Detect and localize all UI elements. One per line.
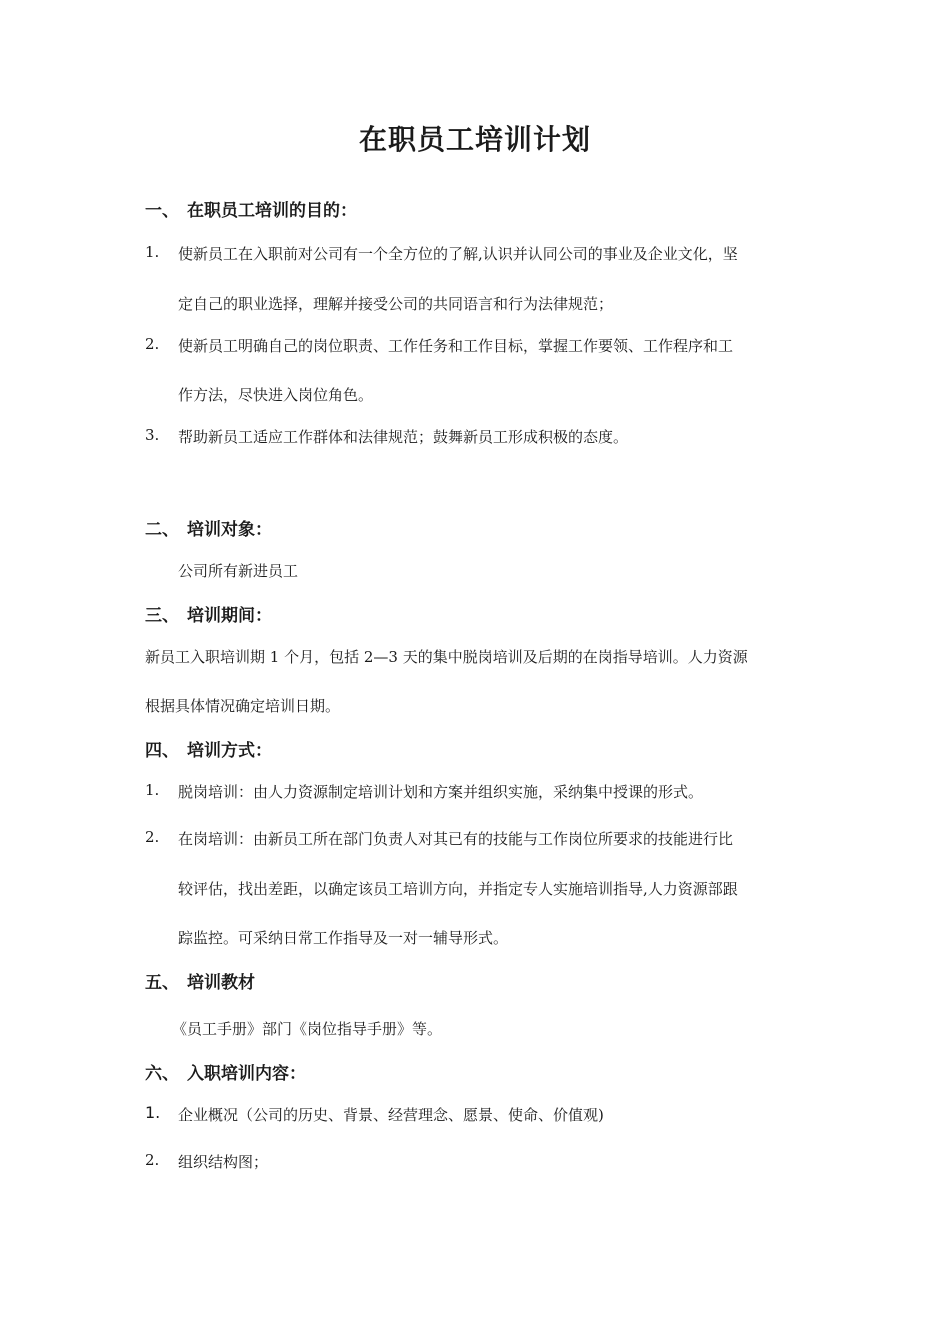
section-2-heading [145,515,272,540]
s4-item-2-number: 2. [145,828,160,846]
section-5-text: 《员工手册》部门《岗位指导手册》等。 [172,1020,443,1038]
s6-item-1-number: 1. [145,1103,161,1122]
s4-item-1-number: 1. [145,781,160,799]
s6-item-2-line-1: 组织结构图； [178,1153,269,1171]
s4-item-1-line-1: 脱岗培训：由人力资源制定培训计划和方案并组织实施，采纳集中授课的形式。 [178,783,704,801]
section-3-heading [145,601,272,626]
section-2-title: 培训对象： [187,520,272,540]
section-5-number: 五、 [145,973,179,993]
s6-item-2-number: 2. [145,1151,160,1169]
s1-item-1-line-2: 定自己的职业选择，理解并接受公司的共同语言和行为法律规范； [178,295,614,313]
s1-item-2-line-2: 作方法，尽快进入岗位角色。 [178,386,374,404]
section-3-title: 培训期间： [187,606,272,626]
section-1-heading [145,196,357,221]
section-6-title: 入职培训内容： [187,1064,306,1084]
s4-item-2-line-3: 踪监控。可采纳日常工作指导及一对一辅导形式。 [178,929,509,947]
section-3-number: 三、 [145,606,179,626]
section-2-text: 公司所有新进员工 [178,562,299,580]
section-4-number: 四、 [145,741,179,761]
section-4-title: 培训方式： [187,741,272,761]
s1-item-3-number: 3. [145,426,160,444]
section-4-heading [145,736,272,761]
section-6-number: 六、 [145,1064,179,1084]
s1-item-1-line-1: 使新员工在入职前对公司有一个全方位的了解,认识并认同公司的事业及企业文化，坚 [178,245,738,263]
s1-item-2-line-1: 使新员工明确自己的岗位职责、工作任务和工作目标，掌握工作要领、工作程序和工 [178,337,734,355]
section-1-title: 在职员工培训的目的： [187,201,357,221]
section-5-title: 培训教材 [187,973,255,993]
section-3-line-1: 新员工入职培训期 1 个月，包括 2—3 天的集中脱岗培训及后期的在岗指导培训。人力资源 [145,648,748,666]
section-2-number: 二、 [145,520,179,540]
s6-item-1-line-1: 企业概况（公司的历史、背景、经营理念、愿景、使命、价值观) [178,1106,604,1124]
s1-item-2-number: 2. [145,335,160,353]
s1-item-1-number: 1. [145,243,160,261]
s1-item-3-line-1: 帮助新员工适应工作群体和法律规范；鼓舞新员工形成积极的态度。 [178,428,629,446]
section-1-number: 一、 [145,201,179,221]
s4-item-2-line-2: 较评估，找出差距，以确定该员工培训方向，并指定专人实施培训指导,人力资源部跟 [178,880,738,898]
section-6-heading [145,1059,306,1084]
section-5-heading [145,968,255,993]
document-title: 在职员工培训计划 [358,123,591,156]
s4-item-2-line-1: 在岗培训：由新员工所在部门负责人对其已有的技能与工作岗位所要求的技能进行比 [178,830,734,848]
section-3-line-2: 根据具体情况确定培训日期。 [145,697,341,715]
